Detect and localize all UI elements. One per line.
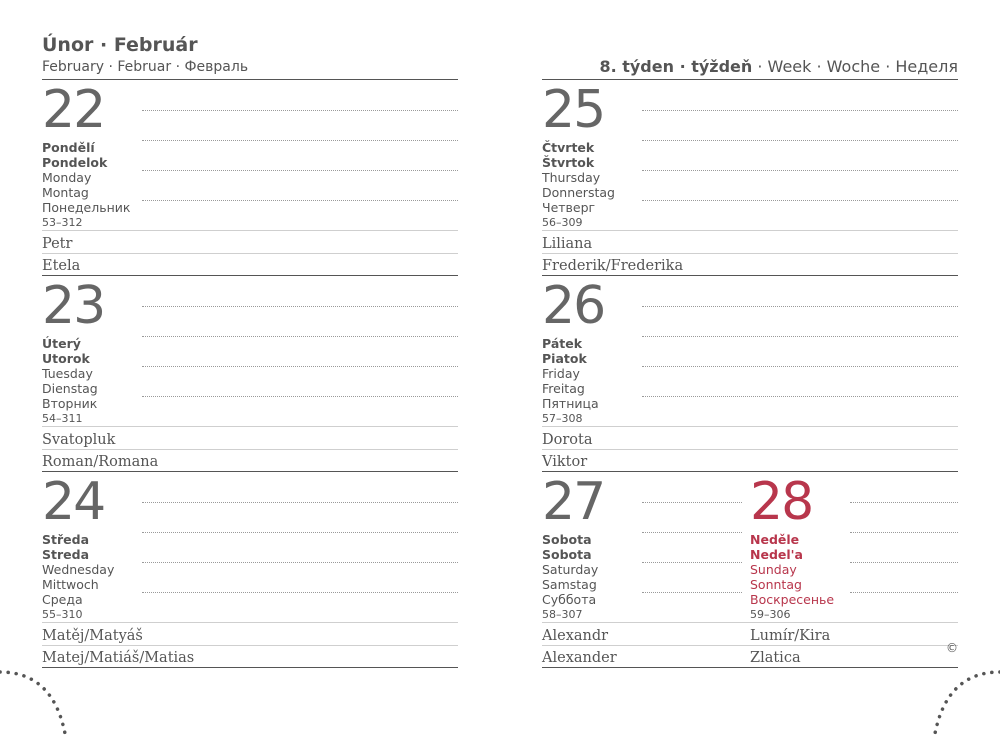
day-name-de: Dienstag: [42, 381, 98, 396]
day-number: 22: [42, 80, 105, 140]
day-number: 25: [542, 80, 605, 140]
day-name-ru: Вторник: [42, 396, 98, 411]
day-block-27: [542, 472, 692, 622]
day-name-de: Montag: [42, 185, 89, 200]
day-name-cz: Pátek: [542, 336, 583, 351]
nameday-cz: Dorota: [542, 432, 593, 448]
separator-line: [542, 449, 958, 450]
day-block-26: [542, 276, 692, 426]
rule-right-top: [542, 79, 958, 80]
day-count: 55–310: [42, 608, 83, 621]
separator-line: [42, 449, 458, 450]
day-name-sk: Streda: [42, 547, 90, 562]
day-name-cz: Pondělí: [42, 140, 95, 155]
rule-left-bottom: [42, 667, 458, 668]
day-count: 54–311: [42, 412, 83, 425]
binding-arc-left-icon: [0, 660, 80, 739]
nameday-cz: Alexandr: [542, 628, 609, 644]
day-name-de: Freitag: [542, 381, 585, 396]
nameday-sk: Matej/Matiáš/Matias: [42, 650, 195, 666]
day-count: 57–308: [542, 412, 583, 425]
rule-right-1: [542, 275, 958, 276]
nameday-sk: Etela: [42, 258, 81, 274]
day-count: 58–307: [542, 608, 583, 621]
publisher-logo-icon: ©: [946, 641, 958, 655]
day-name-sk: Nedel'a: [750, 547, 803, 562]
separator-line: [542, 645, 958, 646]
separator-line: [42, 645, 458, 646]
day-count: 56–309: [542, 216, 583, 229]
day-name-en: Sunday: [750, 562, 797, 577]
day-name-sk: Štvrtok: [542, 155, 595, 170]
day-name-de: Samstag: [542, 577, 597, 592]
week-header: [542, 56, 958, 78]
day-name-sk: Piatok: [542, 351, 587, 366]
binding-arc-right-icon: [920, 660, 1000, 739]
day-name-ru: Воскресенье: [750, 592, 835, 607]
day-number: 27: [542, 472, 605, 532]
day-name-ru: Среда: [42, 592, 83, 607]
day-name-sk: Utorok: [42, 351, 90, 366]
day-block-28: [750, 472, 900, 622]
day-name-ru: Четверг: [542, 200, 596, 215]
separator-line: [42, 622, 458, 623]
nameday-sk: Alexander: [542, 650, 617, 666]
day-name-ru: Понедельник: [42, 200, 131, 215]
day-name-cz: Sobota: [542, 532, 592, 547]
day-number: 28: [750, 472, 813, 532]
nameday-sk: Roman/Romana: [42, 454, 159, 470]
day-number: 24: [42, 472, 105, 532]
separator-line: [542, 253, 958, 254]
nameday-cz: Svatopluk: [42, 432, 116, 448]
separator-line: [42, 253, 458, 254]
separator-line: [42, 230, 458, 231]
day-name-en: Wednesday: [42, 562, 115, 577]
month-title: Únor · Február: [42, 34, 198, 56]
day-block-25: [542, 80, 692, 230]
separator-line: [542, 622, 958, 623]
nameday-cz: Matěj/Matyáš: [42, 628, 143, 644]
day-name-en: Tuesday: [42, 366, 93, 381]
nameday-cz: Liliana: [542, 236, 593, 252]
separator-line: [42, 426, 458, 427]
rule-left-top: [42, 79, 458, 80]
day-name-ru: Суббота: [542, 592, 597, 607]
nameday-sk: Zlatica: [750, 650, 801, 666]
day-number: 23: [42, 276, 105, 336]
week-label: · Week · Woche · Неделя: [752, 57, 958, 76]
nameday-cz: Petr: [42, 236, 73, 252]
month-header: [42, 34, 458, 76]
week-number: 8. týden · týždeň: [599, 57, 753, 76]
day-name-en: Monday: [42, 170, 92, 185]
day-name-sk: Pondelok: [42, 155, 108, 170]
day-count: 59–306: [750, 608, 791, 621]
day-name-cz: Neděle: [750, 532, 800, 547]
day-name-en: Thursday: [542, 170, 601, 185]
nameday-sk: Viktor: [542, 454, 588, 470]
day-name-de: Sonntag: [750, 577, 802, 592]
nameday-sk: Frederik/Frederika: [542, 258, 684, 274]
day-name-sk: Sobota: [542, 547, 592, 562]
rule-right-bottom: [542, 667, 958, 668]
month-subtitle: February · Februar · Февраль: [42, 59, 249, 75]
day-name-en: Friday: [542, 366, 580, 381]
day-count: 53–312: [42, 216, 83, 229]
rule-left-1: [42, 275, 458, 276]
day-name-de: Donnerstag: [542, 185, 615, 200]
day-name-cz: Úterý: [42, 336, 81, 351]
day-name-ru: Пятница: [542, 396, 599, 411]
day-name-cz: Středa: [42, 532, 90, 547]
day-block-24: [42, 472, 192, 622]
day-name-cz: Čtvrtek: [542, 140, 595, 155]
nameday-cz: Lumír/Kira: [750, 628, 831, 644]
separator-line: [542, 426, 958, 427]
day-name-de: Mittwoch: [42, 577, 99, 592]
day-number: 26: [542, 276, 605, 336]
day-name-en: Saturday: [542, 562, 599, 577]
separator-line: [542, 230, 958, 231]
rule-left-2: [42, 471, 458, 472]
day-block-23: [42, 276, 192, 426]
day-block-22: [42, 80, 192, 230]
